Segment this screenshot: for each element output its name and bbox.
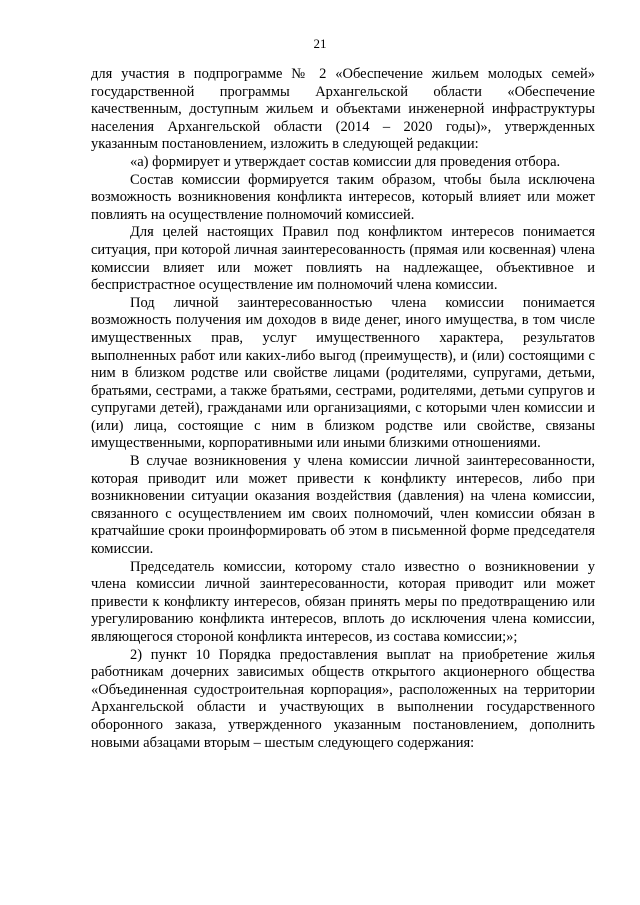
paragraph-continuation: для участия в подпрограмме № 2 «Обеспечение жильем молодых семей» государственной программы Архангельской области «Обеспечение качественным, доступным жильем и объектами инженерной инфраструктуры населения Архангельской области (2014 – 2020 годы)», утвержденных указанным постановлением, изложить в следующей редакции: — [91, 66, 595, 153]
paragraph-commission-composition: Состав комиссии формируется таким образом, чтобы была исключена возможность возникновения конфликта интересов, который влияет или может повлиять на осуществление полномочий комиссией. — [91, 171, 595, 223]
paragraph-member-duty: В случае возникновения у члена комиссии личной заинтересованности, которая приводит или может привести к конфликту интересов, либо при возникновении ситуации оказания воздействия (давления) на члена комиссии, связанного с осуществлением им своих полномочий, член комиссии обязан в кратчайшие сроки проинформировать об этом в письменной форме председателя комиссии. — [91, 453, 595, 558]
page-number: 21 — [313, 36, 327, 51]
paragraph-clause-a: «а) формирует и утверждает состав комиссии для проведения отбора. — [130, 153, 561, 170]
paragraph-item-2: 2) пункт 10 Порядка предоставления выплат на приобретение жилья работникам дочерних зависимых обществ открытого акционерного общества «Объединенная судостроительная корпорация», расположенных на территории Архангельской области и участвующих в выполнении государственного оборонного заказа, утвержденного указанным постановлением, дополнить новыми абзацами вторым – шестым следующего содержания: — [91, 646, 595, 751]
paragraph-personal-interest: Под личной заинтересованностью члена комиссии понимается возможность получения им доходов в виде денег, иного имущества, в том числе имущественных прав, услуг имущественного характера, результатов выполненных работ или каких-либо выгод (преимуществ), и (или) состоящими с ним в близком родстве или свойстве лицами (родителями, супругами, детьми, братьями, сестрами, а также братьями, сестрами, родителями, детьми супругов и супругами детей), гражданами или организациями, с которыми член комиссии и (или) лица, состоящие с ним в близком родстве или свойстве, связаны имущественными, корпоративными или иными близкими отношениями. — [91, 294, 595, 452]
document-body — [91, 66, 595, 752]
paragraph-chair-measures: Председатель комиссии, которому стало известно о возникновении у члена комиссии личной заинтересованности, которая приводит или может привести к конфликту интересов, обязан принять меры по предотвращению или урегулированию конфликта интересов, вплоть до исключения члена комиссии, являющегося стороной конфликта интересов, из состава комиссии;»; — [91, 558, 595, 645]
paragraph-conflict-definition: Для целей настоящих Правил под конфликтом интересов понимается ситуация, при которой личная заинтересованность (прямая или косвенная) члена комиссии влияет или может повлиять на надлежащее, объективное и беспристрастное осуществление им полномочий члена комиссии. — [91, 224, 595, 294]
